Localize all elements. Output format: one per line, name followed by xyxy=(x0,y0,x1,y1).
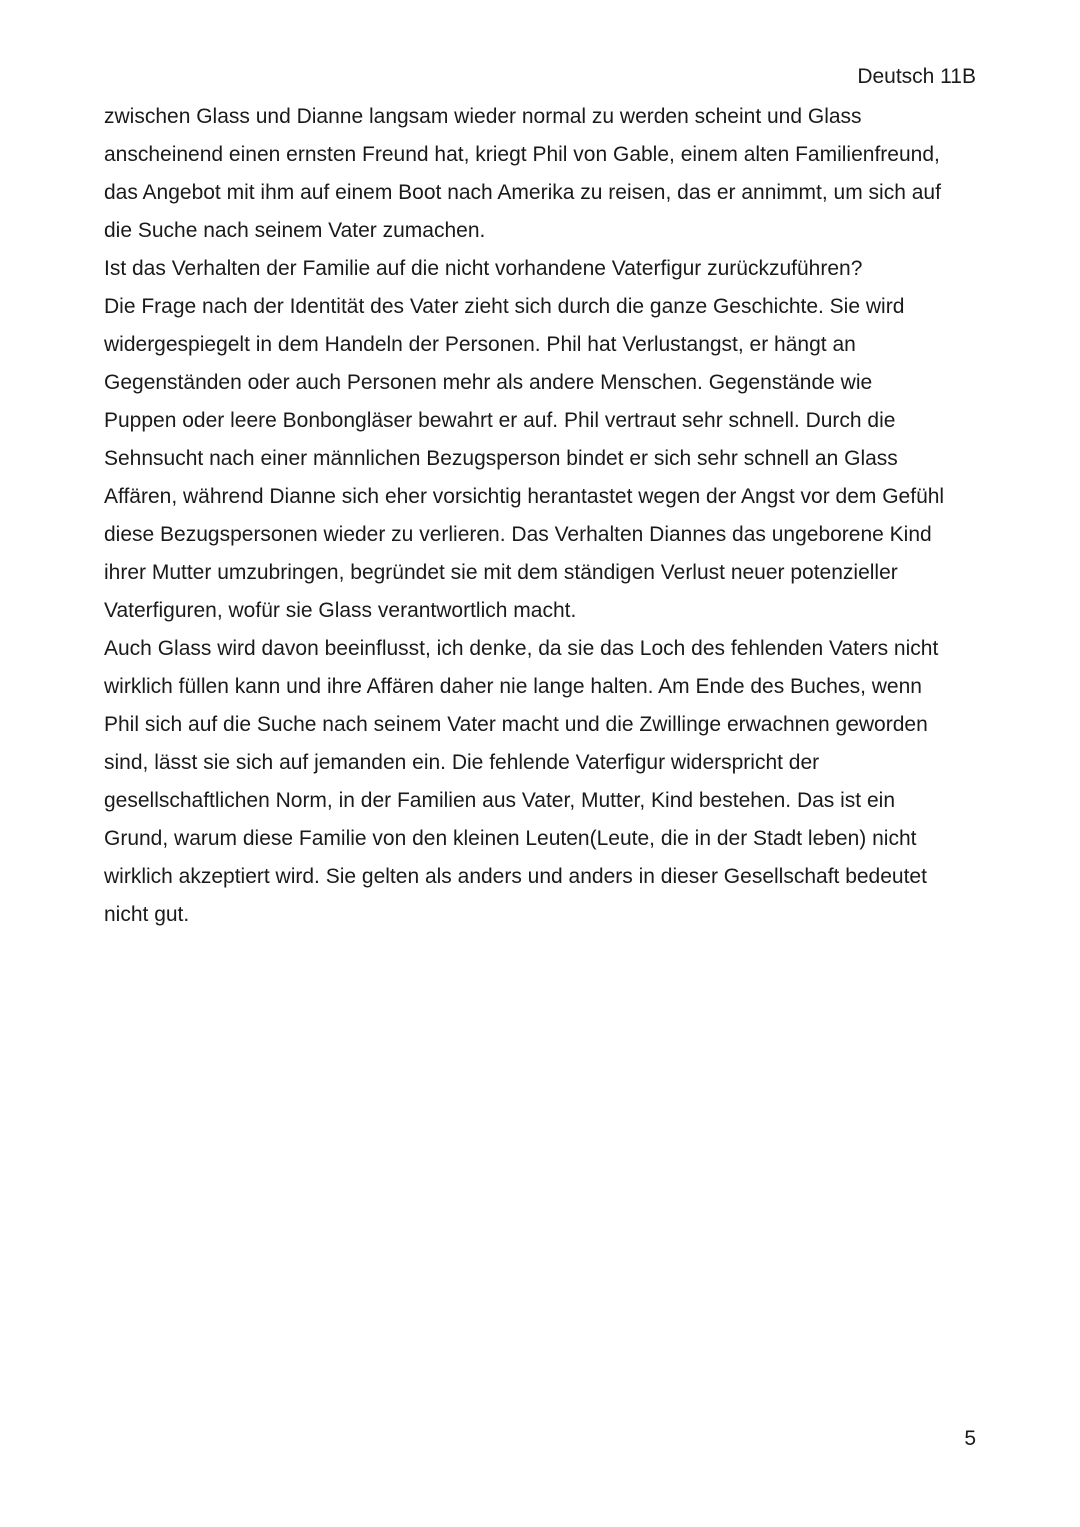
text-line: Auch Glass wird davon beeinflusst, ich denke, da sie das Loch des fehlenden Vaters nicht xyxy=(104,637,939,660)
text-line: das Angebot mit ihm auf einem Boot nach Amerika zu reisen, das er annimmt, um sich auf xyxy=(104,181,941,204)
text-line: diese Bezugspersonen wieder zu verlieren. Das Verhalten Diannes das ungeborene Kind xyxy=(104,523,932,546)
text-line: Vaterfiguren, wofür sie Glass verantwortlich macht. xyxy=(104,599,577,622)
text-line: Affären, während Dianne sich eher vorsichtig herantastet wegen der Angst vor dem Gefühl xyxy=(104,485,945,508)
text-line: Phil sich auf die Suche nach seinem Vater macht und die Zwillinge erwachnen geworden xyxy=(104,713,928,736)
text-line: Sehnsucht nach einer männlichen Bezugsperson bindet er sich sehr schnell an Glass xyxy=(104,447,898,470)
text-line: Puppen oder leere Bonbongläser bewahrt er auf. Phil vertraut sehr schnell. Durch die xyxy=(104,409,896,432)
text-line: zwischen Glass und Dianne langsam wieder normal zu werden scheint und Glass xyxy=(104,105,862,128)
text-line: sind, lässt sie sich auf jemanden ein. Die fehlende Vaterfigur widerspricht der xyxy=(104,751,820,774)
text-line: wirklich akzeptiert wird. Sie gelten als anders und anders in dieser Gesellschaft bedeutet xyxy=(104,865,927,888)
document-body xyxy=(104,98,984,934)
text-line: wirklich füllen kann und ihre Affären daher nie lange halten. Am Ende des Buches, wenn xyxy=(104,675,922,698)
page-number: 5 xyxy=(964,1427,976,1450)
text-line: ihrer Mutter umzubringen, begründet sie mit dem ständigen Verlust neuer potenzieller xyxy=(104,561,898,584)
header-course: Deutsch 11B xyxy=(857,65,976,88)
text-line: widergespiegelt in dem Handeln der Personen. Phil hat Verlustangst, er hängt an xyxy=(104,333,856,356)
text-line: anscheinend einen ernsten Freund hat, kriegt Phil von Gable, einem alten Familienfreund, xyxy=(104,143,940,166)
text-line: Gegenständen oder auch Personen mehr als andere Menschen. Gegenstände wie xyxy=(104,371,873,394)
text-line: die Suche nach seinem Vater zumachen. xyxy=(104,219,486,242)
text-line: Grund, warum diese Familie von den kleinen Leuten(Leute, die in der Stadt leben) nicht xyxy=(104,827,917,850)
text-line: Die Frage nach der Identität des Vater zieht sich durch die ganze Geschichte. Sie wird xyxy=(104,295,905,318)
text-line: gesellschaftlichen Norm, in der Familien aus Vater, Mutter, Kind bestehen. Das ist ein xyxy=(104,789,895,812)
question-line: Ist das Verhalten der Familie auf die nicht vorhandene Vaterfigur zurückzuführen? xyxy=(104,257,863,280)
text-line: nicht gut. xyxy=(104,903,190,926)
